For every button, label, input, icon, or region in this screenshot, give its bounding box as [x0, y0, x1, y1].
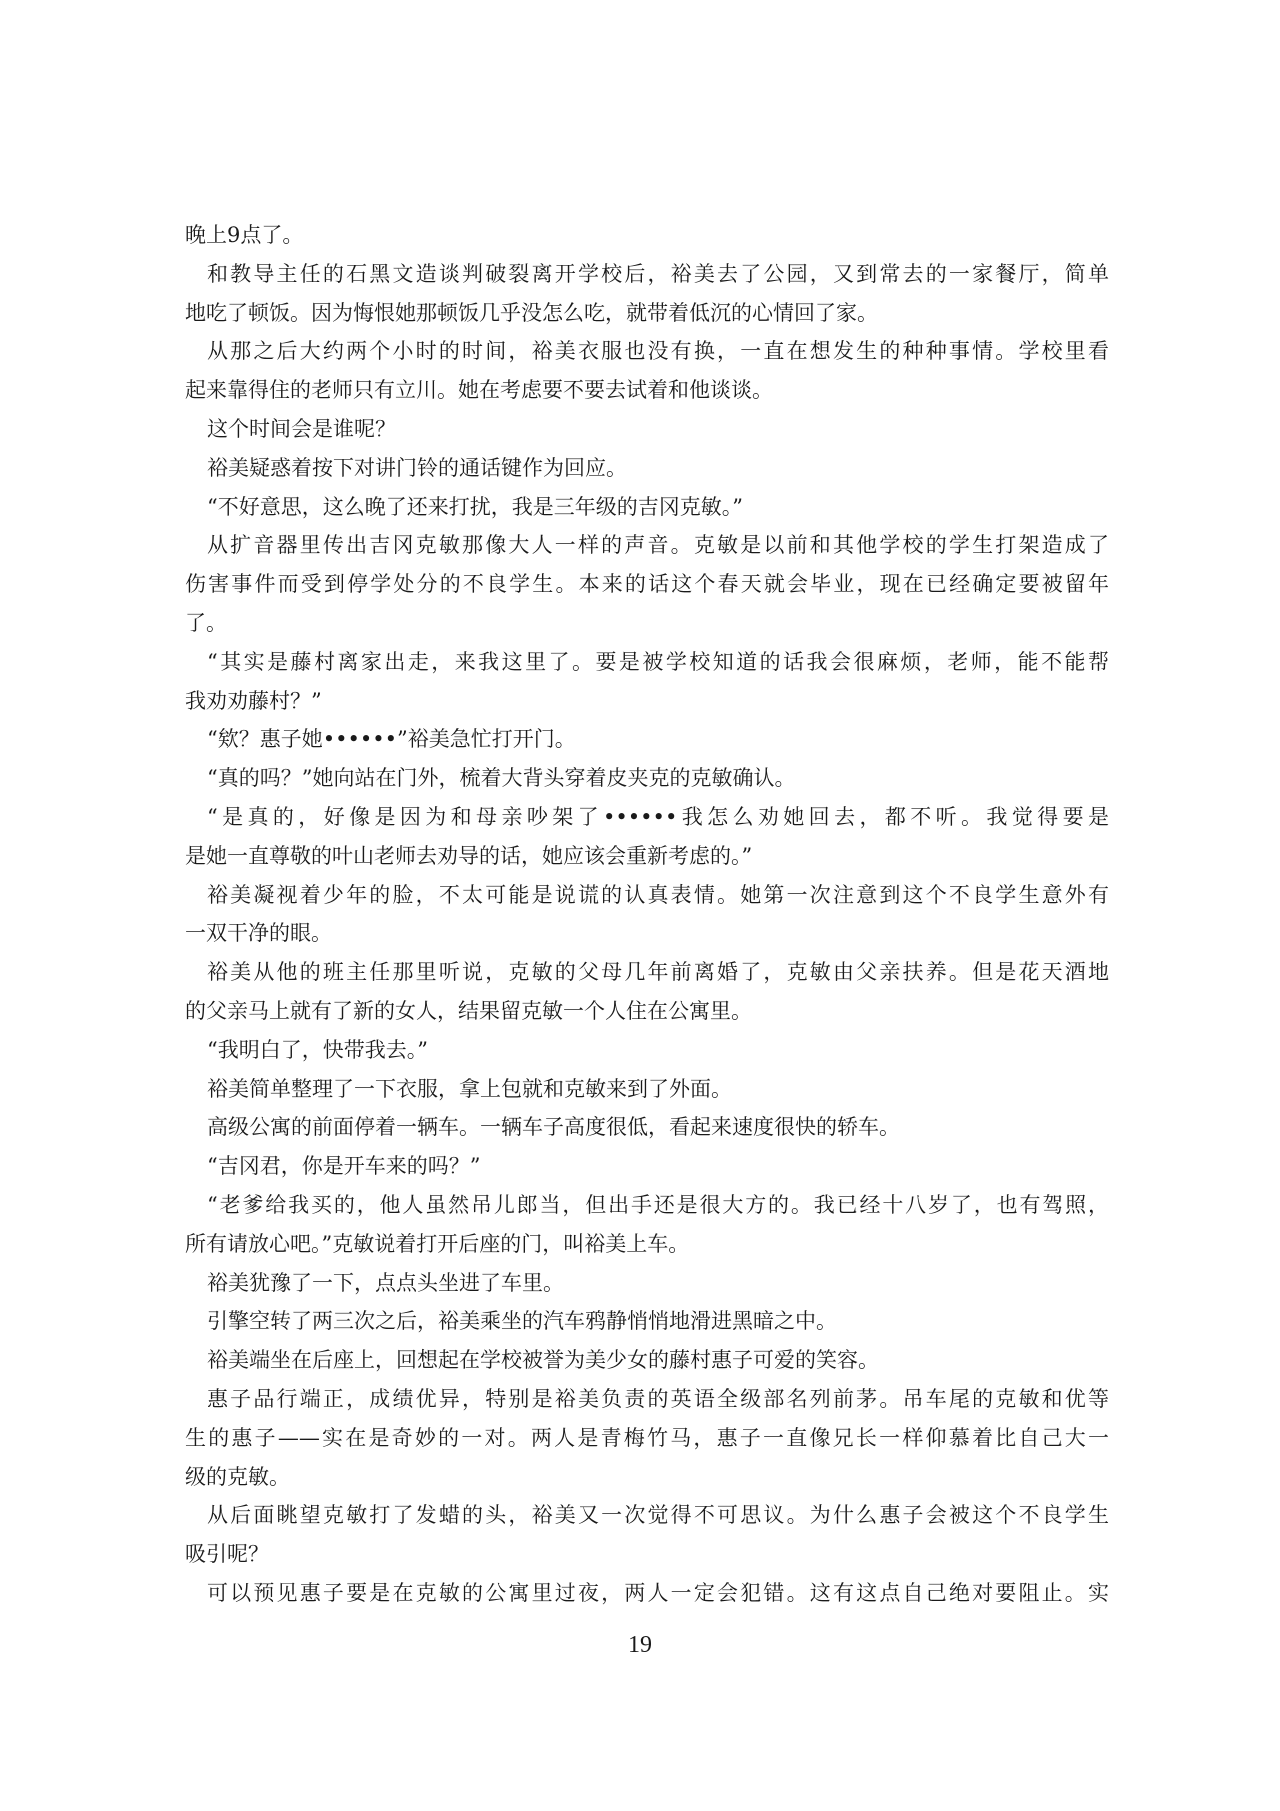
paragraph: [185, 1264, 1109, 1303]
text-line: “其实是藤村离家出走，来我这里了。要是被学校知道的话我会很麻烦，老师，能不能帮: [207, 649, 1109, 674]
text-line: “真的吗？”她向站在门外，梳着大背头穿着皮夹克的克敏确认。: [207, 766, 796, 791]
paragraph: [185, 798, 1109, 876]
text-line: 一双干净的眼。: [185, 921, 332, 946]
text-line: 起来靠得住的老师只有立川。她在考虑要不要去试着和他谈谈。: [185, 378, 773, 403]
text-line: 裕美从他的班主任那里听说，克敏的父母几年前离婚了，克敏由父亲扶养。但是花天酒地: [207, 960, 1109, 985]
paragraph: [185, 1108, 1109, 1147]
paragraph: [185, 332, 1109, 410]
paragraph: [185, 1147, 1109, 1186]
paragraph: [185, 1031, 1109, 1070]
text-line: “老爹给我买的，他人虽然吊儿郎当，但出手还是很大方的。我已经十八岁了，也有驾照，: [207, 1192, 1109, 1217]
text-line: 的父亲马上就有了新的女人，结果留克敏一个人住在公寓里。: [185, 998, 752, 1023]
text-line: 所有请放心吧。”克敏说着打开后座的门，叫裕美上车。: [185, 1231, 690, 1256]
paragraph: [185, 953, 1109, 1031]
text-line: 地吃了顿饭。因为悔恨她那顿饭几乎没怎么吃，就带着低沉的心情回了家。: [185, 300, 878, 325]
paragraph: [185, 255, 1109, 333]
text-line: 裕美简单整理了一下衣服，拿上包就和克敏来到了外面。: [207, 1076, 732, 1101]
text-line: 是她一直尊敬的叶山老师去劝导的话，她应该会重新考虑的。”: [185, 843, 753, 868]
text-line: “吉冈君，你是开车来的吗？”: [207, 1154, 481, 1179]
text-line: 裕美疑惑着按下对讲门铃的通话键作为回应。: [207, 455, 627, 480]
text-line: 可以预见惠子要是在克敏的公寓里过夜，两人一定会犯错。这有这点自己绝对要阻止。实: [207, 1580, 1109, 1605]
body-text: [185, 216, 1109, 1613]
text-line: 和教导主任的石黑文造谈判破裂离开学校后，裕美去了公园，又到常去的一家餐厅，简单: [207, 261, 1109, 286]
text-line: “我明白了，快带我去。”: [207, 1037, 428, 1062]
paragraph: [185, 1496, 1109, 1574]
paragraph: [185, 410, 1109, 449]
text-line: 级的克敏。: [185, 1464, 290, 1489]
paragraph: [185, 876, 1109, 954]
text-line: 从那之后大约两个小时的时间，裕美衣服也没有换，一直在想发生的种种事情。学校里看: [207, 339, 1109, 364]
paragraph: [185, 1186, 1109, 1264]
text-line: 高级公寓的前面停着一辆车。一辆车子高度很低，看起来速度很快的轿车。: [207, 1115, 900, 1140]
paragraph: [185, 526, 1109, 642]
paragraph: [185, 1380, 1109, 1496]
text-line: 从扩音器里传出吉冈克敏那像大人一样的声音。克敏是以前和其他学校的学生打架造成了: [207, 533, 1109, 558]
text-line: “是真的，好像是因为和母亲吵架了••••••我怎么劝她回去，都不听。我觉得要是: [207, 804, 1109, 829]
text-line: 裕美凝视着少年的脸，不太可能是说谎的认真表情。她第一次注意到这个不良学生意外有: [207, 882, 1109, 907]
page-number: 19: [628, 1632, 652, 1658]
paragraph: [185, 759, 1109, 798]
paragraph: [185, 449, 1109, 488]
text-line: “不好意思，这么晚了还来打扰，我是三年级的吉冈克敏。”: [207, 494, 743, 519]
text-line: “欸？惠子她••••••”裕美急忙打开门。: [207, 727, 576, 752]
paragraph: [185, 1341, 1109, 1380]
paragraph: [185, 216, 1109, 255]
paragraph: [185, 1574, 1109, 1613]
text-line: 惠子品行端正，成绩优异，特别是裕美负责的英语全级部名列前茅。吊车尾的克敏和优等: [207, 1386, 1109, 1411]
text-line: 晚上9点了。: [185, 223, 304, 247]
text-line: 引擎空转了两三次之后，裕美乘坐的汽车鸦静悄悄地滑进黑暗之中。: [207, 1309, 837, 1334]
text-line: 从后面眺望克敏打了发蜡的头，裕美又一次觉得不可思议。为什么惠子会被这个不良学生: [207, 1503, 1109, 1528]
text-line: 裕美端坐在后座上，回想起在学校被誉为美少女的藤村惠子可爱的笑容。: [207, 1348, 879, 1373]
text-line: 这个时间会是谁呢？: [207, 416, 396, 441]
text-line: 生的惠子——实在是奇妙的一对。两人是青梅竹马，惠子一直像兄长一样仰慕着比自己大一: [185, 1425, 1109, 1450]
paragraph: [185, 488, 1109, 527]
text-line: 我劝劝藤村？”: [185, 688, 322, 713]
text-line: 伤害事件而受到停学处分的不良学生。本来的话这个春天就会毕业，现在已经确定要被留年: [185, 572, 1109, 597]
paragraph: [185, 1070, 1109, 1109]
paragraph: [185, 720, 1109, 759]
text-line: 裕美犹豫了一下，点点头坐进了车里。: [207, 1270, 564, 1295]
text-line: 了。: [185, 610, 227, 635]
paragraph: [185, 1302, 1109, 1341]
text-line: 吸引呢？: [185, 1542, 269, 1567]
paragraph: [185, 643, 1109, 721]
